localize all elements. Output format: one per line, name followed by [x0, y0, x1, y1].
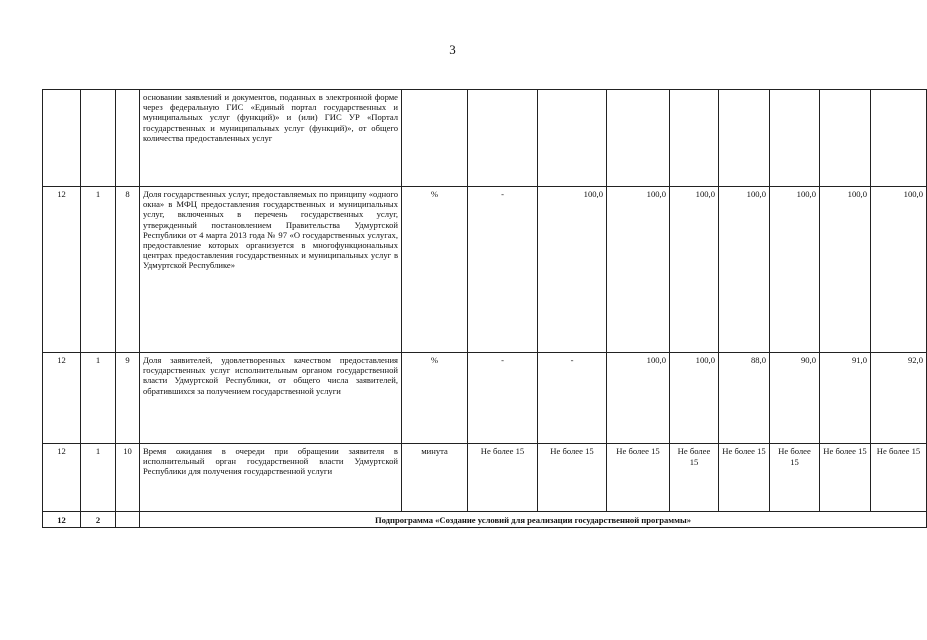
value-cell: 92,0: [871, 353, 927, 444]
n-cell: [116, 512, 140, 528]
n-cell: 8: [116, 187, 140, 353]
value-cell: [719, 90, 770, 187]
gp-cell: 12: [43, 187, 81, 353]
n-cell: 10: [116, 444, 140, 512]
value-cell: Не более 15: [820, 444, 871, 512]
value-cell: Не более 15: [871, 444, 927, 512]
table-row: [43, 90, 927, 187]
value-cell: -: [468, 187, 538, 353]
sp-cell: 2: [81, 512, 116, 528]
sp-cell: 1: [81, 444, 116, 512]
value-cell: 88,0: [719, 353, 770, 444]
gp-cell: [43, 90, 81, 187]
value-cell: 90,0: [770, 353, 820, 444]
sp-cell: 1: [81, 187, 116, 353]
value-cell: 100,0: [538, 187, 607, 353]
value-cell: Не более 15: [468, 444, 538, 512]
unit-cell: минута: [402, 444, 468, 512]
value-cell: Не более 15: [607, 444, 670, 512]
value-cell: [770, 90, 820, 187]
sp-cell: 1: [81, 353, 116, 444]
value-cell: 100,0: [871, 187, 927, 353]
value-cell: Не более 15: [670, 444, 719, 512]
value-cell: [607, 90, 670, 187]
table-row: [43, 187, 927, 353]
value-cell: 100,0: [719, 187, 770, 353]
subprogram-title: Подпрограмма «Создание условий для реализации государственной программы»: [140, 512, 927, 528]
value-cell: 100,0: [607, 353, 670, 444]
value-cell: 91,0: [820, 353, 871, 444]
table-row: [43, 444, 927, 512]
value-cell: 100,0: [770, 187, 820, 353]
indicators-table: [42, 89, 927, 528]
gp-cell: 12: [43, 512, 81, 528]
value-cell: -: [468, 353, 538, 444]
value-cell: Не более 15: [770, 444, 820, 512]
value-cell: [871, 90, 927, 187]
unit-cell: %: [402, 187, 468, 353]
value-cell: 100,0: [670, 187, 719, 353]
value-cell: 100,0: [670, 353, 719, 444]
unit-cell: [402, 90, 468, 187]
subprogram-row: [43, 512, 927, 528]
n-cell: 9: [116, 353, 140, 444]
indicator-description: Время ожидания в очереди при обращении заявителя в исполнительный орган государственной власти Удмуртской Республики для получения государственной услуги: [140, 444, 402, 512]
unit-cell: %: [402, 353, 468, 444]
value-cell: Не более 15: [719, 444, 770, 512]
n-cell: [116, 90, 140, 187]
value-cell: [820, 90, 871, 187]
value-cell: 100,0: [820, 187, 871, 353]
table-row: [43, 353, 927, 444]
indicator-description: Доля заявителей, удовлетворенных качеством предоставления государственных услуг исполнительным органом государственной власти Удмуртской Республики, от общего числа заявителей, обратившихся за получением государственной услуги: [140, 353, 402, 444]
gp-cell: 12: [43, 444, 81, 512]
value-cell: 100,0: [607, 187, 670, 353]
gp-cell: 12: [43, 353, 81, 444]
value-cell: [468, 90, 538, 187]
indicator-description: Доля государственных услуг, предоставляемых по принципу «одного окна» в МФЦ предоставления государственных и муниципальных услуг, включенных в перечень государственных услуг, утвержденный постановлением Правительства Удмуртской Республики от 4 марта 2013 года № 97 «О государственных услугах, предоставление которых организуется в многофункциональных центрах предоставления государственных и муниципальных услуг в Удмуртской Республике»: [140, 187, 402, 353]
value-cell: Не более 15: [538, 444, 607, 512]
value-cell: -: [538, 353, 607, 444]
indicator-description: основании заявлений и документов, поданных в электронной форме через федеральную ГИС «Единый портал государственных и муниципальных услуг (функций)» и (или) ГИС УР «Портал государственных и муниципальных услуг (функций)», от общего количества предоставленных услуг: [140, 90, 402, 187]
sp-cell: [81, 90, 116, 187]
page-number: 3: [449, 42, 456, 57]
value-cell: [538, 90, 607, 187]
value-cell: [670, 90, 719, 187]
